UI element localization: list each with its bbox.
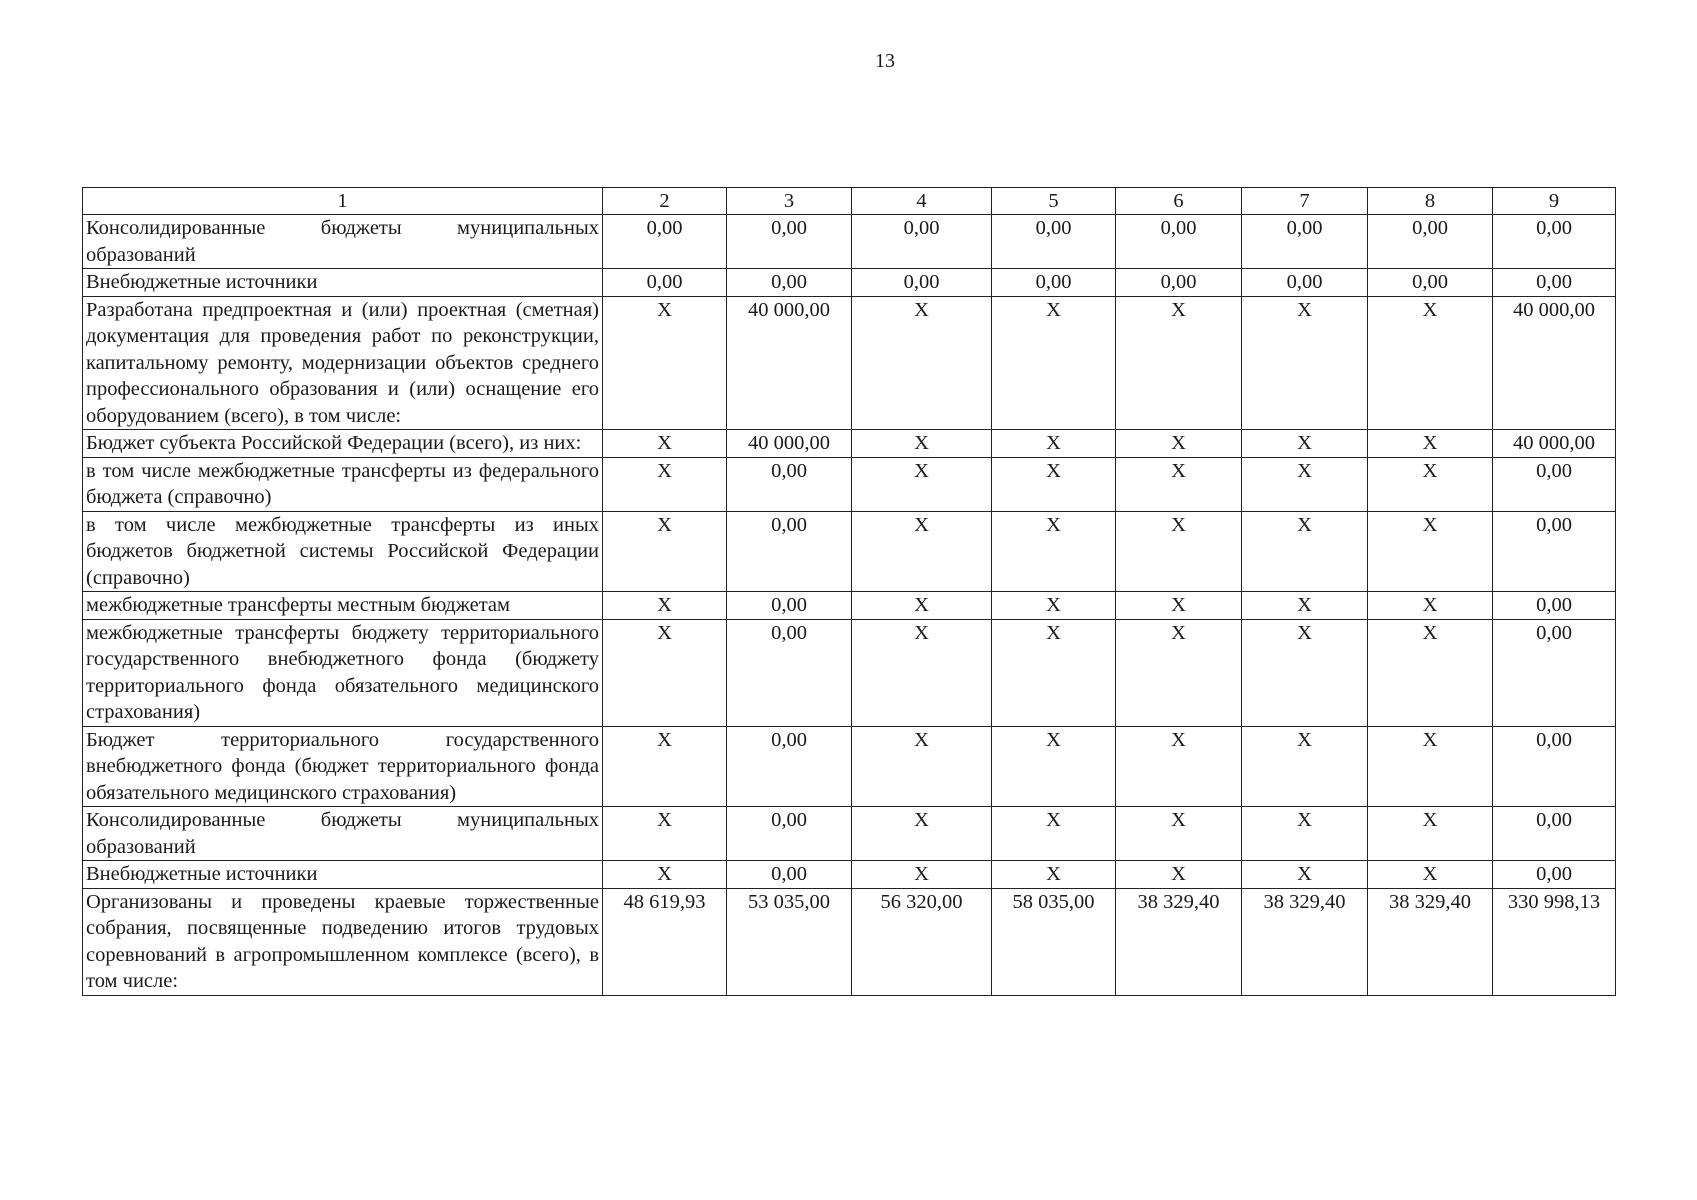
table-row <box>83 215 1616 269</box>
table-cell: 0,00 <box>1493 269 1616 297</box>
table-row <box>83 888 1616 995</box>
row-label: Бюджет территориального государственного внебюджетного фонда (бюджет территориального фонда обязательного медицинского страхования) <box>83 726 603 807</box>
table-cell: 0,00 <box>727 807 852 861</box>
table-cell: X <box>852 807 992 861</box>
table-cell: X <box>1242 457 1368 511</box>
table-row <box>83 726 1616 807</box>
table-cell: 0,00 <box>1116 215 1242 269</box>
table-cell: X <box>1116 726 1242 807</box>
table-cell: X <box>1368 511 1493 592</box>
table-cell: X <box>992 807 1116 861</box>
table-cell: 330 998,13 <box>1493 888 1616 995</box>
table-cell: 0,00 <box>727 619 852 726</box>
table-cell: 0,00 <box>1116 269 1242 297</box>
table-row <box>83 430 1616 458</box>
table-row <box>83 296 1616 430</box>
table-cell: 0,00 <box>1493 619 1616 726</box>
table-cell: X <box>852 457 992 511</box>
table-cell: X <box>852 861 992 889</box>
table-cell: 38 329,40 <box>1116 888 1242 995</box>
table-cell: 0,00 <box>727 726 852 807</box>
row-label: в том числе межбюджетные трансферты из федерального бюджета (справочно) <box>83 457 603 511</box>
table-cell: X <box>852 511 992 592</box>
table-header-row <box>83 188 1616 215</box>
table-cell: 0,00 <box>1493 215 1616 269</box>
table-cell: X <box>1116 592 1242 620</box>
table-cell: X <box>852 296 992 430</box>
table-cell: 40 000,00 <box>1493 296 1616 430</box>
table-cell: X <box>1368 861 1493 889</box>
table-cell: 40 000,00 <box>1493 430 1616 458</box>
table-cell: 0,00 <box>727 269 852 297</box>
row-label: межбюджетные трансферты местным бюджетам <box>83 592 603 620</box>
column-header: 9 <box>1493 188 1616 215</box>
column-header: 5 <box>992 188 1116 215</box>
table-cell: 56 320,00 <box>852 888 992 995</box>
table-row <box>83 619 1616 726</box>
table-cell: X <box>1242 726 1368 807</box>
table-cell: 38 329,40 <box>1368 888 1493 995</box>
column-header: 7 <box>1242 188 1368 215</box>
table-cell: X <box>1368 430 1493 458</box>
row-label: Консолидированные бюджеты муниципальных образований <box>83 807 603 861</box>
table-cell: 0,00 <box>852 269 992 297</box>
table-cell: X <box>1116 619 1242 726</box>
table-cell: X <box>992 511 1116 592</box>
row-label: в том числе межбюджетные трансферты из иных бюджетов бюджетной системы Российской Федерации (справочно) <box>83 511 603 592</box>
table-cell: 0,00 <box>1242 269 1368 297</box>
table-cell: X <box>992 861 1116 889</box>
table-cell: X <box>1242 619 1368 726</box>
row-label: Бюджет субъекта Российской Федерации (всего), из них: <box>83 430 603 458</box>
table-cell: 0,00 <box>603 215 727 269</box>
column-header: 6 <box>1116 188 1242 215</box>
table-cell: 0,00 <box>727 457 852 511</box>
table-cell: 38 329,40 <box>1242 888 1368 995</box>
table-cell: X <box>603 296 727 430</box>
table-cell: 0,00 <box>727 511 852 592</box>
table-cell: 0,00 <box>1493 807 1616 861</box>
column-header: 1 <box>83 188 603 215</box>
table-cell: 0,00 <box>1493 726 1616 807</box>
table-cell: X <box>1116 807 1242 861</box>
table-row <box>83 511 1616 592</box>
column-header: 4 <box>852 188 992 215</box>
table-cell: X <box>603 430 727 458</box>
table-cell: X <box>992 592 1116 620</box>
table-cell: 0,00 <box>1493 861 1616 889</box>
table-cell: X <box>603 457 727 511</box>
table-cell: 0,00 <box>727 592 852 620</box>
table-cell: X <box>603 619 727 726</box>
table-cell: X <box>1116 430 1242 458</box>
table-cell: 0,00 <box>1368 215 1493 269</box>
table-cell: 40 000,00 <box>727 296 852 430</box>
table-cell: X <box>603 726 727 807</box>
table-cell: X <box>852 430 992 458</box>
row-label: Внебюджетные источники <box>83 861 603 889</box>
page-number: 13 <box>875 50 895 72</box>
table-cell: 0,00 <box>992 215 1116 269</box>
table-cell: 48 619,93 <box>603 888 727 995</box>
table-cell: X <box>852 619 992 726</box>
table-cell: X <box>603 861 727 889</box>
table-cell: X <box>1242 430 1368 458</box>
table-cell: X <box>992 457 1116 511</box>
table-cell: X <box>992 619 1116 726</box>
table-cell: X <box>992 430 1116 458</box>
row-label: Внебюджетные источники <box>83 269 603 297</box>
table-row <box>83 269 1616 297</box>
table-row <box>83 861 1616 889</box>
table-row <box>83 592 1616 620</box>
table-cell: X <box>1368 296 1493 430</box>
table-cell: X <box>1242 592 1368 620</box>
table-cell: X <box>1242 296 1368 430</box>
table-cell: X <box>1116 511 1242 592</box>
table-cell: X <box>1116 861 1242 889</box>
table-row <box>83 457 1616 511</box>
table-cell: X <box>1116 457 1242 511</box>
table-cell: 0,00 <box>1493 511 1616 592</box>
table-cell: X <box>1368 726 1493 807</box>
table-cell: X <box>603 807 727 861</box>
budget-table <box>82 187 1616 996</box>
table-cell: 53 035,00 <box>727 888 852 995</box>
row-label: Организованы и проведены краевые торжественные собрания, посвященные подведению итогов трудовых соревнований в агропромышленном комплексе (всего), в том числе: <box>83 888 603 995</box>
column-header: 2 <box>603 188 727 215</box>
table-cell: 0,00 <box>727 215 852 269</box>
table-cell: 0,00 <box>992 269 1116 297</box>
table-cell: X <box>1242 807 1368 861</box>
table-cell: X <box>1242 861 1368 889</box>
table-cell: 0,00 <box>1242 215 1368 269</box>
table-cell: X <box>852 592 992 620</box>
table-cell: X <box>603 511 727 592</box>
table-cell: X <box>603 592 727 620</box>
table-cell: X <box>852 726 992 807</box>
table-cell: X <box>1368 592 1493 620</box>
table-cell: 0,00 <box>1368 269 1493 297</box>
table-cell: 0,00 <box>852 215 992 269</box>
table-cell: X <box>1368 807 1493 861</box>
table-cell: X <box>1116 296 1242 430</box>
row-label: межбюджетные трансферты бюджету территориального государственного внебюджетного фонда (бюджету территориального фонда обязательного медицинского страхования) <box>83 619 603 726</box>
table-cell: X <box>1242 511 1368 592</box>
table-cell: X <box>1368 457 1493 511</box>
table-cell: 58 035,00 <box>992 888 1116 995</box>
column-header: 8 <box>1368 188 1493 215</box>
column-header: 3 <box>727 188 852 215</box>
table-row <box>83 807 1616 861</box>
table-cell: 0,00 <box>1493 457 1616 511</box>
table-cell: X <box>992 296 1116 430</box>
row-label: Консолидированные бюджеты муниципальных образований <box>83 215 603 269</box>
table-cell: X <box>1368 619 1493 726</box>
table-cell: X <box>992 726 1116 807</box>
row-label: Разработана предпроектная и (или) проектная (сметная) документация для проведения работ по реконструкции, капитальному ремонту, модернизации объектов среднего профессионального образования и (или) оснащение его оборудованием (всего), в том числе: <box>83 296 603 430</box>
table-cell: 0,00 <box>727 861 852 889</box>
table-cell: 0,00 <box>603 269 727 297</box>
table-cell: 40 000,00 <box>727 430 852 458</box>
table-cell: 0,00 <box>1493 592 1616 620</box>
